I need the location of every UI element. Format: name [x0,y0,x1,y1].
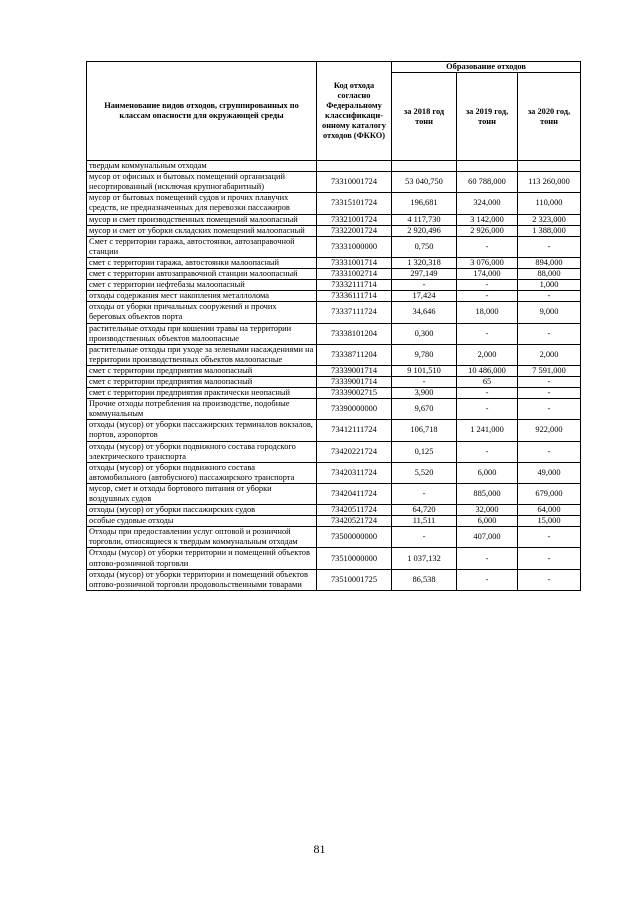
cell-name: смет с территории гаража, автостоянки малоопасный [87,257,317,268]
cell-2020: 1,000 [518,280,581,291]
cell-2020: 1 388,000 [518,225,581,236]
table-row [87,236,581,257]
cell-2019: - [457,388,518,399]
cell-2019: - [457,569,518,590]
cell-name: смет с территории предприятия малоопасный [87,365,317,376]
table-row [87,344,581,365]
table-row [87,225,581,236]
cell-name: смет с территории автозаправочной станции малоопасный [87,269,317,280]
table-row [87,269,581,280]
cell-2020: 88,000 [518,269,581,280]
cell-2019: - [457,291,518,302]
table-row [87,462,581,483]
cell-2019: 2,000 [457,344,518,365]
cell-name: мусор от офисных и бытовых помещений организаций несортированный (исключая крупногабаритный) [87,172,317,193]
cell-2018: 5,520 [392,462,457,483]
cell-2018: 53 040,750 [392,172,457,193]
cell-2020: 113 260,000 [518,172,581,193]
cell-2019: 885,000 [457,483,518,504]
cell-2019: 407,000 [457,527,518,548]
table-row [87,441,581,462]
cell-2019: - [457,323,518,344]
column-header-2019: за 2019 год, тонн [457,73,518,161]
table-row [87,257,581,268]
table-row [87,483,581,504]
cell-name: Отходы (мусор) от уборки территории и помещений объектов оптово-розничной торговли [87,548,317,569]
cell-code: 73332111714 [317,280,392,291]
cell-2019: - [457,280,518,291]
cell-2018: 86,538 [392,569,457,590]
cell-code: 73420221724 [317,441,392,462]
table-body [87,161,581,591]
column-header-group: Образование отходов [392,62,581,73]
cell-2019: 324,000 [457,193,518,214]
table-row [87,388,581,399]
cell-name: смет с территории нефтебазы малоопасный [87,280,317,291]
cell-2018 [392,161,457,172]
cell-2018: 0,750 [392,236,457,257]
cell-2020: - [518,291,581,302]
cell-2020: 894,000 [518,257,581,268]
cell-2020: - [518,527,581,548]
cell-2020: - [518,323,581,344]
cell-code: 73331001714 [317,257,392,268]
cell-2020 [518,161,581,172]
cell-2019: 32,000 [457,505,518,516]
cell-2018: 106,718 [392,420,457,441]
cell-2020: - [518,376,581,387]
cell-2020: 49,000 [518,462,581,483]
cell-code: 73310001724 [317,172,392,193]
column-header-2020: за 2020 год, тонн [518,73,581,161]
cell-2018: 34,646 [392,302,457,323]
cell-2019 [457,161,518,172]
cell-2018: - [392,280,457,291]
table-row [87,161,581,172]
cell-2019: - [457,548,518,569]
waste-table [86,61,581,591]
table-row [87,505,581,516]
cell-2020: 679,000 [518,483,581,504]
cell-2020: - [518,548,581,569]
table-row [87,420,581,441]
cell-2018: 1 037,132 [392,548,457,569]
cell-2020: 15,000 [518,516,581,527]
cell-2019: 6,000 [457,462,518,483]
cell-2018: - [392,376,457,387]
cell-code: 73420311724 [317,462,392,483]
table-row [87,548,581,569]
cell-2019: 6,000 [457,516,518,527]
table-row [87,516,581,527]
cell-2018: 9 101,510 [392,365,457,376]
cell-name: мусор и смет от уборки складских помещений малоопасный [87,225,317,236]
cell-code [317,161,392,172]
cell-2019: 2 926,000 [457,225,518,236]
column-header-code: Код отхода согласно Федеральному классификаци-онному каталогу отходов (ФККО) [317,62,392,161]
table-row [87,569,581,590]
cell-code: 73390000000 [317,399,392,420]
cell-2018: 11,511 [392,516,457,527]
cell-2018: 17,424 [392,291,457,302]
cell-2020: - [518,569,581,590]
cell-2019: 174,000 [457,269,518,280]
cell-2018: 2 920,496 [392,225,457,236]
cell-code: 73331002714 [317,269,392,280]
cell-name: смет с территории предприятия малоопасный [87,376,317,387]
cell-code: 73339001714 [317,376,392,387]
cell-2019: - [457,399,518,420]
cell-2020: 110,000 [518,193,581,214]
cell-name: отходы (мусор) от уборки подвижного состава автомобильного (автобусного) пассажирского транспорта [87,462,317,483]
cell-code: 73315101724 [317,193,392,214]
cell-2018: - [392,483,457,504]
page-number: 81 [313,842,326,856]
cell-2018: 9,670 [392,399,457,420]
cell-2019: - [457,236,518,257]
cell-2020: 2,000 [518,344,581,365]
cell-2019: - [457,441,518,462]
cell-code: 73510000000 [317,548,392,569]
cell-code: 73339002715 [317,388,392,399]
cell-2020: - [518,236,581,257]
cell-2020: 922,000 [518,420,581,441]
table-row [87,172,581,193]
table-row [87,214,581,225]
cell-name: мусор от бытовых помещений судов и прочих плавучих средств, не предназначенных для перевозки пассажиров [87,193,317,214]
cell-2019: 18,000 [457,302,518,323]
cell-2018: 1 320,318 [392,257,457,268]
cell-2018: 196,681 [392,193,457,214]
cell-name: отходы содержания мест накопления металлолома [87,291,317,302]
cell-code: 73338711204 [317,344,392,365]
cell-2020: 9,000 [518,302,581,323]
cell-2019: 3 076,000 [457,257,518,268]
cell-name: Прочие отходы потребления на производстве, подобные коммунальным [87,399,317,420]
cell-2020: - [518,441,581,462]
cell-code: 73336111714 [317,291,392,302]
table-row [87,302,581,323]
table-row [87,365,581,376]
table-row [87,399,581,420]
column-header-2018: за 2018 год тонн [392,73,457,161]
cell-name: отходы (мусор) от уборки подвижного состава городского электрического транспорта [87,441,317,462]
cell-code: 73500000000 [317,527,392,548]
cell-code: 73420521724 [317,516,392,527]
table-row [87,280,581,291]
table-row [87,527,581,548]
cell-2018: 0,300 [392,323,457,344]
table-row [87,193,581,214]
cell-name: отходы (мусор) от уборки пассажирских судов [87,505,317,516]
cell-code: 73331000000 [317,236,392,257]
cell-2019: 3 142,000 [457,214,518,225]
cell-code: 73412111724 [317,420,392,441]
column-header-name: Наименование видов отходов, сгруппированных по классам опасности для окружающей среды [87,62,317,161]
cell-2018: 4 117,730 [392,214,457,225]
cell-name: смет с территории предприятия практически неопасный [87,388,317,399]
cell-2020: 64,000 [518,505,581,516]
cell-2018: 3,900 [392,388,457,399]
cell-name: Смет с территории гаража, автостоянки, автозаправочной станции [87,236,317,257]
cell-code: 73338101204 [317,323,392,344]
cell-2020: 2 323,000 [518,214,581,225]
cell-name: Отходы при предоставлении услуг оптовой и розничной торговли, относящиеся к твердым коммунальным отходам [87,527,317,548]
table-row [87,323,581,344]
cell-2018: - [392,527,457,548]
cell-code: 73321001724 [317,214,392,225]
cell-code: 73420511724 [317,505,392,516]
cell-name: мусор и смет производственных помещений малоопасный [87,214,317,225]
cell-code: 73510001725 [317,569,392,590]
cell-code: 73339001714 [317,365,392,376]
cell-2019: 1 241,000 [457,420,518,441]
cell-name: мусор, смет и отходы бортового питания от уборки воздушных судов [87,483,317,504]
cell-code: 73337111724 [317,302,392,323]
cell-2020: - [518,388,581,399]
cell-2019: 65 [457,376,518,387]
cell-2018: 297,149 [392,269,457,280]
cell-code: 73322001724 [317,225,392,236]
cell-name: твердым коммунальным отходам [87,161,317,172]
cell-name: растительные отходы при кошении травы на территории производственных объектов малоопасные [87,323,317,344]
cell-2018: 0,125 [392,441,457,462]
cell-2020: 7 591,000 [518,365,581,376]
cell-name: отходы от уборки причальных сооружений и прочих береговых объектов порта [87,302,317,323]
cell-name: особые судовые отходы [87,516,317,527]
cell-2019: 60 788,000 [457,172,518,193]
cell-name: отходы (мусор) от уборки территории и помещений объектов оптово-розничной торговли продовольственными товарами [87,569,317,590]
cell-2019: 10 486,000 [457,365,518,376]
cell-2020: - [518,399,581,420]
table-row [87,291,581,302]
cell-name: отходы (мусор) от уборки пассажирских терминалов вокзалов, портов, аэропортов [87,420,317,441]
cell-code: 73420411724 [317,483,392,504]
cell-name: растительные отходы при уходе за зелеными насаждениями на территории производственных объектов малоопасные [87,344,317,365]
cell-2018: 64,720 [392,505,457,516]
cell-2018: 9,780 [392,344,457,365]
table-row [87,376,581,387]
